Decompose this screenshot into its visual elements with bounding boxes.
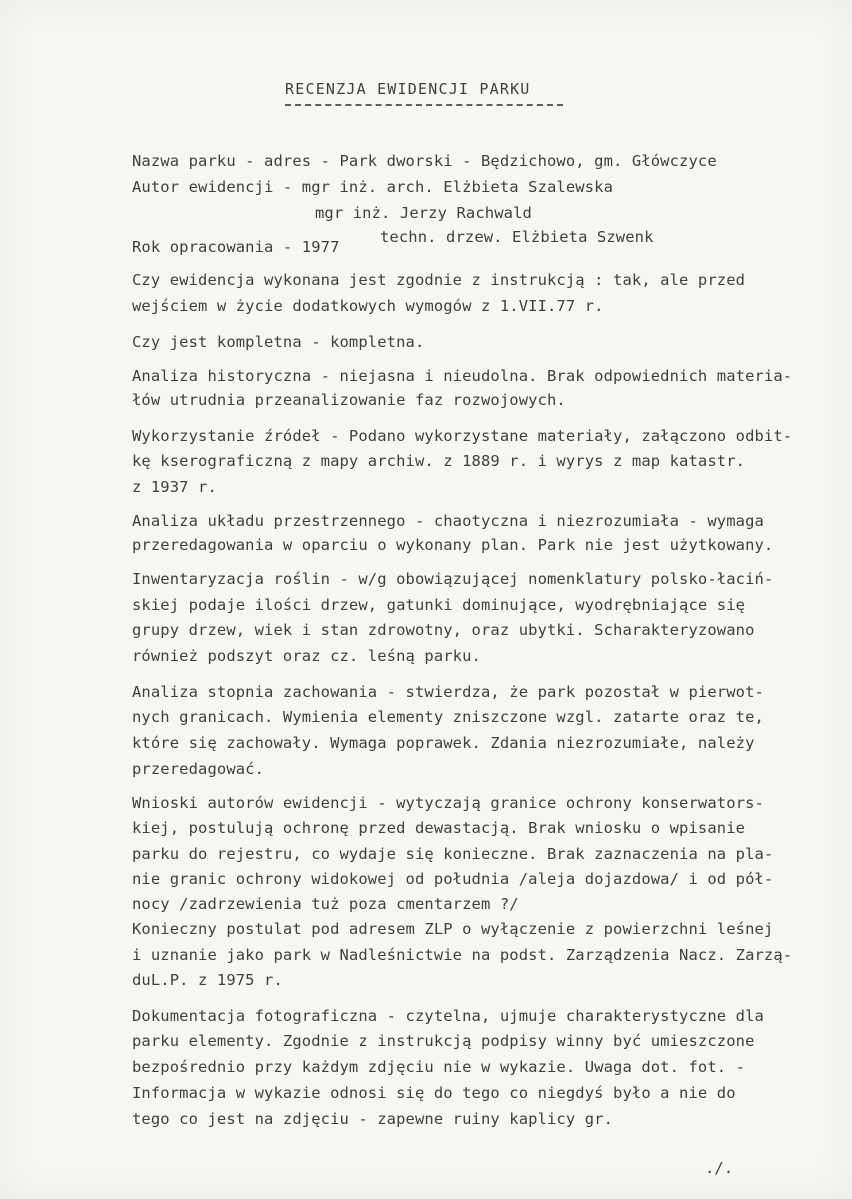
text-line: Informacja w wykazie odnosi się do tego co niegdyś było a nie do (132, 1084, 736, 1102)
text-line: również podszyt oraz cz. leśną parku. (132, 647, 481, 665)
text-line: nych granicach. Wymienia elementy zniszczone wzgl. zatarte oraz te, (132, 708, 764, 726)
text-line: Analiza układu przestrzennego - chaotyczna i niezrozumiała - wymaga (132, 512, 764, 530)
text-line: Czy jest kompletna - kompletna. (132, 333, 425, 351)
text-line: Analiza stopnia zachowania - stwierdza, że park pozostał w pierwot- (132, 683, 764, 701)
text-line: i uznanie jako park w Nadleśnictwie na podst. Zarządzenia Nacz. Zarzą- (132, 946, 793, 964)
text-line: tego co jest na zdjęciu - zapewne ruiny kaplicy gr. (132, 1110, 614, 1128)
text-line: przeredagować. (132, 760, 265, 778)
text-line: Czy ewidencja wykonana jest zgodnie z instrukcją : tak, ale przed (132, 271, 746, 289)
title-underline (285, 104, 563, 106)
text-line: kę kserograficzną z mapy archiw. z 1889 r. i wyrys z map katastr. (132, 452, 746, 470)
text-line: przeredagowania w oparciu o wykonany plan. Park nie jest użytkowany. (132, 536, 774, 554)
text-line: kiej, postulują ochronę przed dewastacją. Brak wniosku o wpisanie (132, 819, 746, 837)
text-line: z 1937 r. (132, 478, 217, 496)
text-line: duL.P. z 1975 r. (132, 971, 283, 989)
page-continuation-marker: ./. (705, 1159, 734, 1177)
text-line: skiej podaje ilości drzew, gatunki dominujące, wyodrębniające się (132, 596, 746, 614)
text-line: parku do rejestru, co wydaje się konieczne. Brak zaznaczenia na pla- (132, 845, 774, 863)
text-line: mgr inż. Jerzy Rachwald (315, 204, 532, 222)
text-line: Rok opracowania - 1977 (132, 238, 340, 256)
text-line: nie granic ochrony widokowej od południa /aleja dojazdowa/ i od pół- (132, 870, 774, 888)
text-line: parku elementy. Zgodnie z instrukcją podpisy winny być umieszczone (132, 1032, 755, 1050)
text-line: Inwentaryzacja roślin - w/g obowiązującej nomenklatury polsko-łaciń- (132, 570, 774, 588)
text-line: grupy drzew, wiek i stan zdrowotny, oraz ubytki. Scharakteryzowano (132, 621, 755, 639)
text-line: Analiza historyczna - niejasna i nieudolna. Brak odpowiednich materia- (132, 367, 793, 385)
text-line: nocy /zadrzewienia tuż poza cmentarzem ?/ (132, 895, 519, 913)
text-line: Nazwa parku - adres - Park dworski - Będzichowo, gm. Główczyce (132, 152, 717, 170)
text-line: Wnioski autorów ewidencji - wytyczają granice ochrony konserwators- (132, 794, 764, 812)
text-line: Dokumentacja fotograficzna - czytelna, ujmuje charakterystyczne dla (132, 1007, 764, 1025)
text-line: które się zachowały. Wymaga poprawek. Zdania niezrozumiałe, należy (132, 734, 755, 752)
text-line: wejściem w życie dodatkowych wymogów z 1.VII.77 r. (132, 297, 604, 315)
text-line: Autor ewidencji - mgr inż. arch. Elżbieta Szalewska (132, 178, 614, 196)
text-line: bezpośrednio przy każdym zdjęciu nie w wykazie. Uwaga dot. fot. - (132, 1058, 746, 1076)
text-line: Konieczny postulat pod adresem ZLP o wyłączenie z powierzchni leśnej (132, 920, 774, 938)
document-title: RECENZJA EWIDENCJI PARKU (285, 80, 531, 98)
text-line: łów utrudnia przeanalizowanie faz rozwojowych. (132, 391, 566, 409)
text-line: techn. drzew. Elżbieta Szwenk (380, 228, 654, 246)
text-line: Wykorzystanie źródeł - Podano wykorzystane materiały, załączono odbit- (132, 427, 793, 445)
